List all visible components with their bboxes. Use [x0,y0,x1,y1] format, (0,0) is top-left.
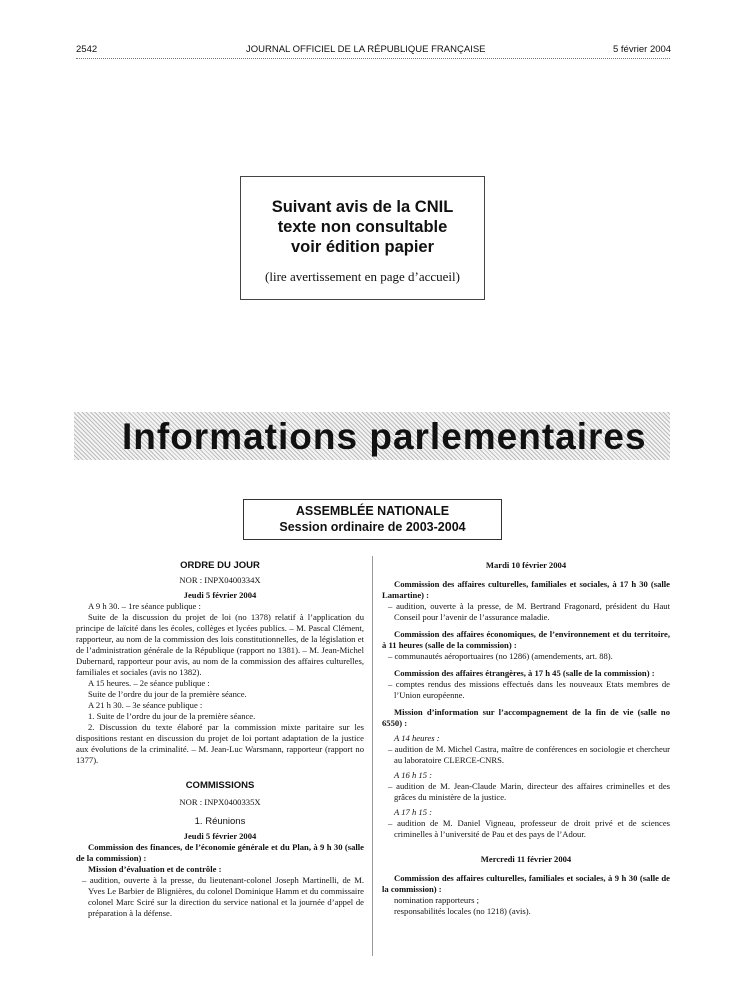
cnil-line-1: Suivant avis de la CNIL [271,198,454,216]
audition-marin: – audition de M. Jean-Claude Marin, directeur des affaires criminelles et des grâces du ministère de la justice. [388,781,670,802]
date-mardi: Mardi 10 février 2004 [485,560,567,570]
date-jeudi-commissions: Jeudi 5 février 2004 [183,831,257,841]
mission-fin-de-vie: Mission d’information sur l’accompagnement de la fin de vie (salle no 6550) : [382,707,670,728]
time-14h: A 14 heures : [394,733,440,743]
nor-ordre: NOR : INPX0400334X [179,575,261,585]
journal-title: JOURNAL OFFICIEL DE LA RÉPUBLIQUE FRANÇAISE [246,44,486,55]
nomination-rapporteurs: nomination rapporteurs ; [394,895,479,905]
mission-evaluation: Mission d’évaluation et de contrôle : [88,864,222,874]
session-name: Session ordinaire de 2003-2004 [279,520,466,534]
commission-finances: Commission des finances, de l’économie générale et du Plan, à 9 h 30 (salle de la commission) : [76,842,364,863]
nor-commissions: NOR : INPX0400335X [179,797,261,807]
time-16h15: A 16 h 15 : [394,770,433,780]
right-column [382,560,670,917]
issue-date: 5 février 2004 [613,44,672,55]
seance-1-text: Suite de la discussion du projet de loi (no 1378) relatif à l’application du principe de laïcité dans les écoles, collèges et lycées publics. – M. Pascal Clément, rapporteur, au nom de la commission des lois constitutionnelles, de la législation et de l’administration générale de la République (rapport no 1381). – M. Jean-Michel Dubernard, rapporteur pour avis, au nom de la commission des affaires culturelles, familiales et sociales (avis no 1382). [76,612,364,677]
section-banner [74,412,670,460]
time-17h15: A 17 h 15 : [394,807,433,817]
seance-3-item-1: 1. Suite de l’ordre du jour de la première séance. [88,711,256,721]
reunions-heading: 1. Réunions [194,816,246,827]
responsabilites-locales: responsabilités locales (no 1218) (avis). [394,906,531,916]
audition-vigneau: – audition de M. Daniel Vigneau, professeur de droit privé et de sciences criminelles à l’université de Pau et des pays de l’Adour. [388,818,670,839]
seance-1: A 9 h 30. – 1re séance publique : [88,601,201,611]
cnil-notice-box [240,176,485,300]
cnil-line-2: texte non consultable [277,218,448,236]
commission-culturelles-mercredi: Commission des affaires culturelles, familiales et sociales, à 9 h 30 (salle de la commission) : [382,873,670,894]
page-number: 2542 [76,44,98,55]
audition-fragonard: – audition, ouverte à la presse, de M. Bertrand Fragonard, président du Haut Conseil pour l’avenir de l’assurance maladie. [388,601,670,622]
audition-castra: – audition de M. Michel Castra, maître de conférences en sociologie et chercheur au laboratoire CLERCE-CNRS. [388,744,670,765]
seance-2-text: Suite de l’ordre du jour de la première séance. [88,689,247,699]
commissions-title: COMMISSIONS [185,780,255,791]
commission-economiques: Commission des affaires économiques, de l’environnement et du territoire, à 11 heures (salle de la commission) : [382,629,670,650]
seance-3: A 21 h 30. – 3e séance publique : [88,700,203,710]
audition-finances: – audition, ouverte à la presse, du lieutenant-colonel Joseph Martinelli, de M. Yves Le Barbier de Blignières, du colonel Dominique Hamm et du commissaire colonel Marc Sciré sur la direction du service national et la journée d’appel de préparation à la défense. [82,875,364,918]
header-rule [76,58,670,59]
seance-3-item-2: 2. Discussion du texte élaboré par la commission mixte paritaire sur les dispositions restant en discussion du projet de loi portant adaptation de la justice aux évolutions de la criminalité. – M. Jean-Luc Warsmann, rapporteur (rapport no 1377). [76,722,364,765]
commission-etrangeres: Commission des affaires étrangères, à 17 h 45 (salle de la commission) : [394,668,655,678]
ordre-du-jour-title: ORDRE DU JOUR [180,560,260,571]
cnil-subtext: (lire avertissement en page d’accueil) [265,269,460,284]
comptes-rendus: – comptes rendus des missions effectués dans les nouveaux Etats membres de l’Union européenne. [388,679,670,700]
banner-title: Informations parlementaires [122,416,647,457]
column-divider [372,556,373,956]
seance-2: A 15 heures. – 2e séance publique : [88,678,210,688]
communautes-aeroportuaires: – communautés aéroportuaires (no 1286) (amendements, art. 88). [388,651,613,661]
cnil-line-3: voir édition papier [290,238,435,256]
commission-culturelles: Commission des affaires culturelles, familiales et sociales, à 17 h 30 (salle Lamartine) : [382,579,670,600]
date-mercredi: Mercredi 11 février 2004 [480,854,572,864]
date-jeudi: Jeudi 5 février 2004 [183,590,257,600]
assembly-box [243,499,502,540]
left-column [76,560,364,919]
assembly-name: ASSEMBLÉE NATIONALE [295,504,450,518]
